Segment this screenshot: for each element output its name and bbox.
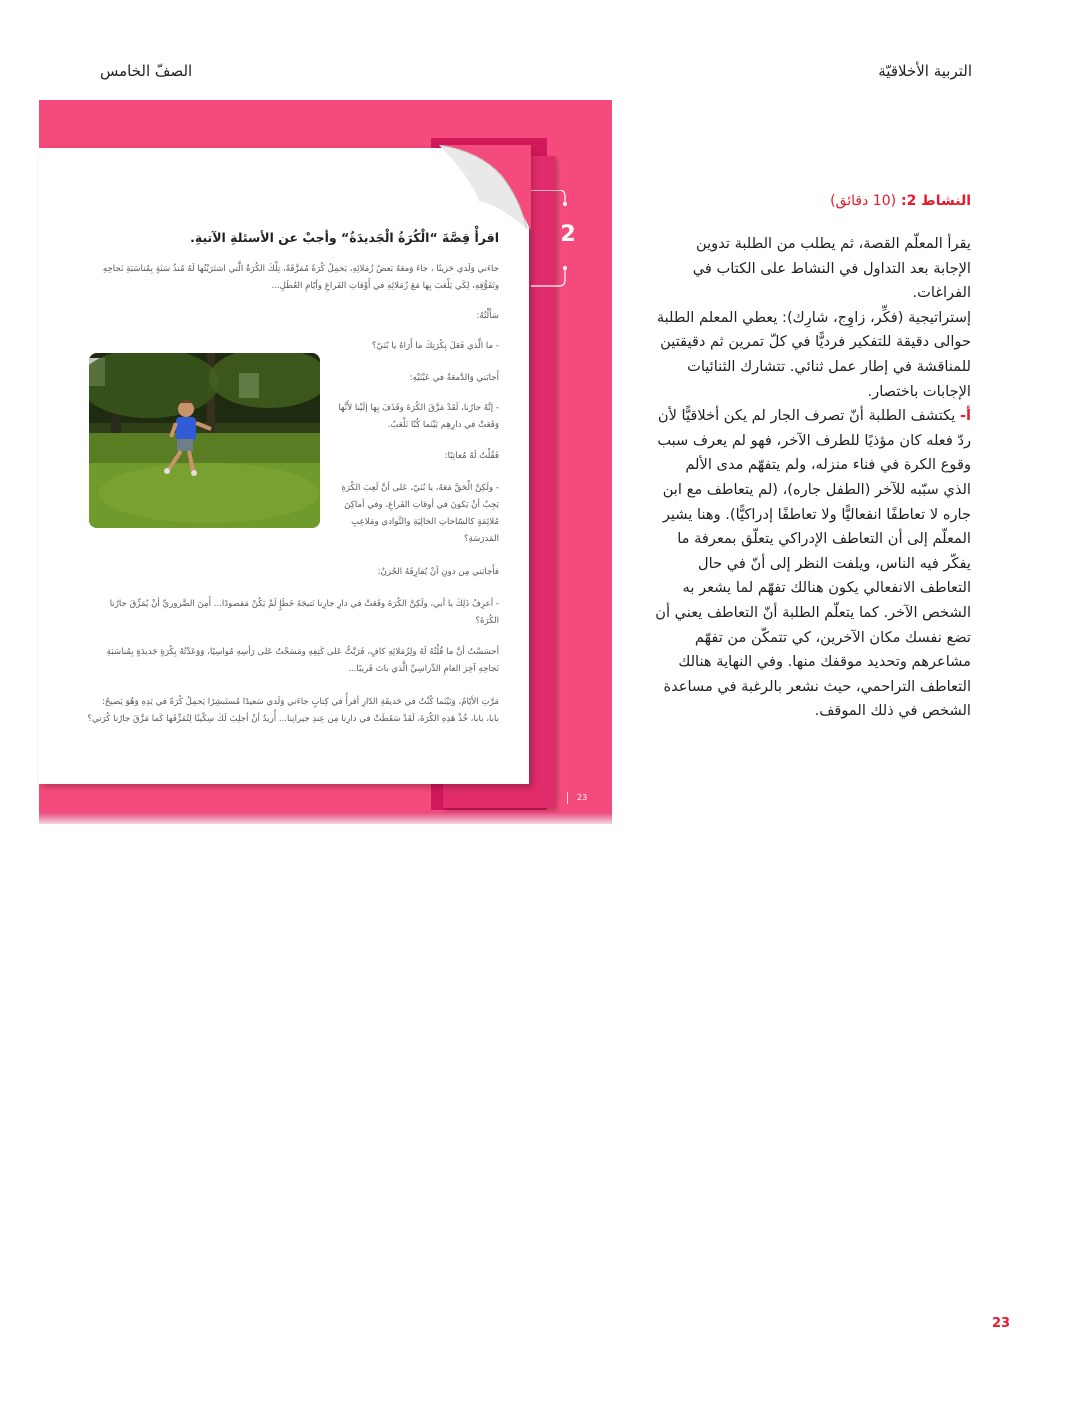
story-paragraph-2: أحسَسْتُ أنَّ ما قُلْتُهُ لَهُ ولِزُمَلائِهِ كافٍ، فَرَبَّتُّ عَلى كَتِفِهِ ومَسَحْتُ عَلى رَأسِهِ مُواسِيًا، وَوَعَدْتُهُ بِكُرَةٍ جَديدَةٍ بِمُناسَبَةِ نَجاحِهِ آخِرَ العامِ الدِّراسِيِّ الَّذي باتَ قَريبًا... xyxy=(106,647,499,674)
book-page-shadow xyxy=(39,812,612,824)
student-book-page xyxy=(39,100,612,825)
subject-header: التربية الأخلاقيّة xyxy=(878,62,972,80)
story-line-q1: سَأَلْتُهُ: xyxy=(476,311,499,321)
page-curl-icon xyxy=(439,145,531,231)
boy-playing-ball-photo xyxy=(89,353,320,528)
guide-paragraph-1: يقرأ المعلّم القصة، ثم يطلب من الطلبة تدوين الإجابة بعد التداول في النشاط على الكتاب في الفراغات. xyxy=(692,235,971,302)
activity-label: النشاط 2: xyxy=(900,193,971,209)
story-title: اقرأْ قِصَّةَ “الْكُرَةُ الْجَديدَةُ“ وأجبْ عن الأسئلةِ الآتيةِ. xyxy=(190,230,499,245)
story-line-q7: فأَجابَني مِن دونِ أنْ يُفارِقَهُ الحُزنُ: xyxy=(377,567,499,577)
guide-answer xyxy=(655,404,971,724)
story-line-q4: - إنَّهُ جارُنا، لَقَدْ مَزَّقَ الكُرَةَ وقَذَفَ بِها إلَيْنا لأَنَّها وَقَعَتْ في دارِهِم بَيْنَما كُنّا نَلْعَبُ. xyxy=(329,400,499,434)
book-page-number-divider xyxy=(567,792,568,804)
story-line-q8: - أعرِفُ ذَلِكَ يا أبي، ولَكِنَّ الكُرَةَ وقَعَتْ في دارِ جارِنا نَتيجَةَ خَطَإٍ لَمْ يَكُنْ مَقصودًا... أَمِنَ الضَّروريِّ أنْ يُمَزِّقَ جارُنا الكُرَةَ؟ xyxy=(87,596,499,630)
story-line-q6: - ولَكِنَّ الْحَقَّ مَعَهُ، يا بُنَيّ، عَلى أنَّ لَعِبَ الكُرَةِ يَجِبُ أنْ يَكونَ في أوقاتِ الفَراغِ، وفي أماكِنَ مُلائِمَةٍ كالسّاحاتِ الخالِيَةِ والنَّوادي ومَلاعِبِ المَدرَسَةِ؟ xyxy=(329,480,499,548)
answer-text: يكتشف الطلبة أنّ تصرف الجار لم يكن أخلاقيًّا لأن ردّ فعله كان مؤذيًا للطرف الآخر، فهو لم يعرف سبب وقوع الكرة في فناء منزله، ولم يتفهّم مدى الألم الذي سبّبه للآخر (الطفل جاره)، (لم يتعاطف مع ابن جاره لا تعاطفًا انفعاليًّا ولا تعاطفًا إدراكيًّا). وهنا يشير المعلّم إلى أن التعاطف الإدراكي يتعلّق بمعرفة ما يفكّر فيه الناس، ويلفت النظر إلى أنّ في حال التعاطف الانفعالي يكون هنالك تفهّم لما يشعر به الشخص الآخر. كما يتعلّم الطلبة أنّ التعاطف يعني أن تضع نفسك مكان الآخرين، كي تتمكّن من تفهّم مشاعرهم وتحديد موقفك منها. وفي النهاية هنالك التعاطف التراحمي، حيث نشعر بالرغبة في مساعدة الشخص في ذلك الموقف. xyxy=(655,407,971,720)
activity-number: 2 xyxy=(560,222,576,247)
page-number: 23 xyxy=(992,1316,1011,1331)
activity-duration: (10 دقائق) xyxy=(830,193,897,209)
book-page-number: 23 xyxy=(577,793,588,802)
teacher-guide-text xyxy=(655,232,971,724)
activity-heading xyxy=(830,193,971,209)
story-paragraph-3: مَرَّتِ الأيّامُ، وَبَيْنَما كُنْتُ في حَديقَةِ الدّارِ أقرأُ في كِتابٍ جاءَني وَلَدي سَعيدًا مُستَبشِرًا يَحمِلُ كُرَةً في يَدِهِ وَهُوَ يَصيحُ: بابا، بابا، خُذْ هَذِهِ الكُرَةَ، لَقَدْ سَقَطَتْ في دارِنا مِن عِندِ جيرانِنا... أُريدُ أنْ أجلِبَ لَكَ سِكّينًا لِتُمَزِّقَها كَما مَزَّقَ جارُنا كُرَتي؟ xyxy=(87,697,499,724)
answer-label: أ- xyxy=(959,407,971,425)
grade-header: الصفّ الخامس xyxy=(100,62,193,80)
guide-paragraph-2: إستراتيجية (فكِّر، زاوِج، شارِك): يعطي المعلم الطلبة حوالى دقيقة للتفكير فرديًّا في كلّ تمرين ثم دقيقتين للمناقشة في إطار عمل ثنائي. تتشارك الثنائيات الإجابات باختصار. xyxy=(656,308,971,400)
story-line-q3: أَجابَني وَالدَّمعَةُ في عَيْنَيْهِ: xyxy=(409,373,499,383)
story-paragraph-1: جاءَني وَلَدي حَزينًا ، جاءَ وَمعَهُ بَعضُ زُمَلائِهِ، يَحمِلُ كُرَةً مُمَزَّقَةً، تِلْكَ الكُرَةُ الَّتي اشتَرَيْتُها لَهُ مُنذُ سَنَةٍ بِمُناسَبَةِ نَجاحِهِ وتَفَوُّقِهِ، لِكَي يَلْعَبَ بِها مَعَ زُمَلائِهِ في أَوْقاتِ الفَراغِ وأيّامِ العُطَلِ... xyxy=(102,264,499,291)
story-line-q2: - ما الَّذي فَعَلَ بِكُرَتِكَ ما أَرَاهُ يا بُنَيّ؟ xyxy=(329,338,499,355)
story-line-q5: فَقُلْتُ لَهُ مُعاتِبًا: xyxy=(444,451,499,461)
